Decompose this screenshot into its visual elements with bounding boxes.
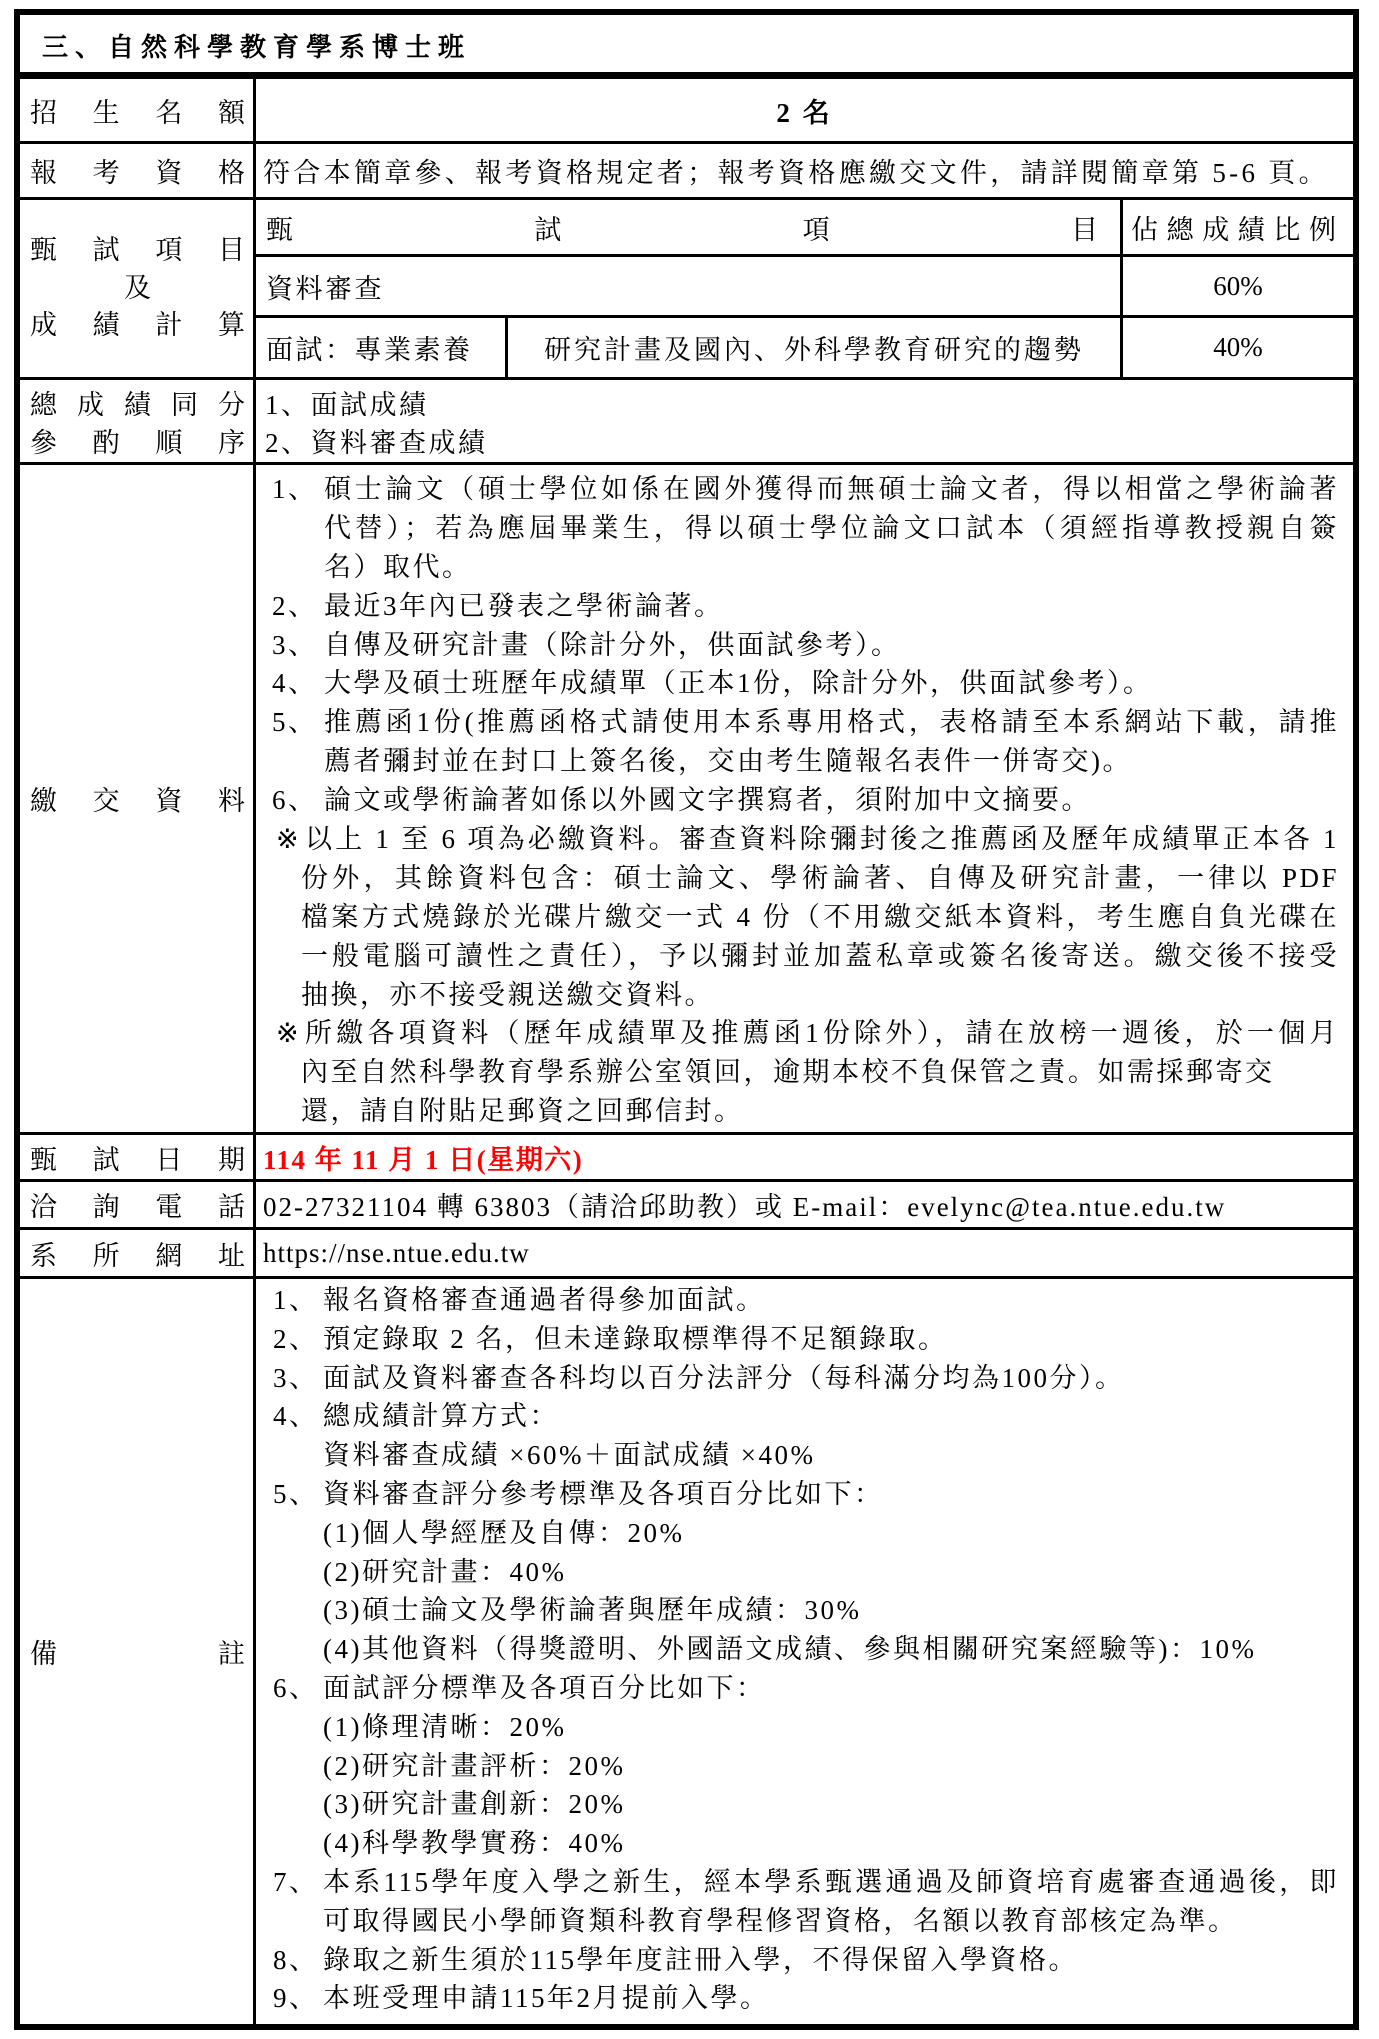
remark-text: 以上 1 至 6 項為必繳資料。審查資料除彌封後之推薦函及歷年成績單正本各 1: [305, 824, 1339, 855]
note-subitem: (4)科學教學實務：40%: [323, 1828, 626, 1859]
item-number: 5、: [272, 707, 318, 738]
item-text: 總成績計算方式：: [323, 1401, 559, 1432]
note-item: [273, 1669, 1339, 1708]
note-formula: 資料審查成績 ×60%＋面試成績 ×40%: [323, 1440, 816, 1471]
tiebreak-label-line: 總成績同分: [30, 390, 245, 420]
note-item: [273, 1359, 1339, 1398]
exam-item-name: 面試：專業素養: [266, 335, 473, 365]
item-number: 3、: [273, 1362, 319, 1393]
exam-date-label: 甄試日期: [30, 1144, 245, 1175]
note-subitem: (4)其他資料（得獎證明、外國語文成績、參與相關研究案經驗等)：10%: [323, 1634, 1257, 1665]
exam-item-detail: 研究計畫及國內、外科學教育研究的趨勢: [544, 335, 1084, 365]
exam-date-label-cell: [20, 1135, 253, 1179]
document-item: [272, 470, 1339, 509]
reference-mark-icon: ※: [276, 824, 302, 855]
contact-value: 02-27321104 轉 63803（請洽邱助教）或 E-mail：evelync@tea.ntue.edu.tw: [263, 1192, 1227, 1222]
note-subitem: (2)研究計畫：40%: [323, 1556, 567, 1587]
item-text: 本班受理申請115年2月提前入學。: [323, 1983, 770, 2014]
item-text: 錄取之新生須於115學年度註冊入學，不得保留入學資格。: [323, 1944, 1078, 1975]
document-item: [272, 587, 1339, 626]
exam-label-line: 甄試項目: [30, 235, 245, 266]
tiebreak-order-item: 1、面試成績: [265, 390, 429, 420]
note-item: [273, 1979, 1339, 2018]
note-item: [273, 1320, 1339, 1359]
document-item: [272, 781, 1339, 820]
exam-label-cell: [20, 200, 253, 377]
item-text: 論文或學術論著如係以外國文字撰寫者，須附加中文摘要。: [324, 785, 1091, 816]
note-item: [273, 1941, 1339, 1980]
eligibility-value: 符合本簡章參、報考資格規定者；報考資格應繳交文件，請詳閱簡章第 5-6 頁。: [263, 158, 1329, 188]
item-number: 5、: [273, 1478, 319, 1509]
title-divider: [20, 72, 1353, 79]
item-number: 6、: [273, 1672, 319, 1703]
item-text-continued: 薦者彌封並在封口上簽名後，交由考生隨報名表件一併寄交)。: [324, 746, 1132, 777]
note-subitem: (3)研究計畫創新：20%: [323, 1789, 626, 1820]
notes-content: [256, 1279, 1353, 2024]
eligibility-label: 報考資格: [30, 158, 245, 188]
quota-value: 2 名: [776, 97, 833, 128]
item-number: 2、: [273, 1323, 319, 1354]
item-number: 6、: [272, 785, 318, 816]
item-number: 4、: [272, 668, 318, 699]
item-text: 本系115學年度入學之新生，經本學系甄選通過及師資培育處審查通過後，即: [323, 1866, 1339, 1897]
tiebreak-order-item: 2、資料審查成績: [265, 428, 488, 458]
tiebreak-label-cell: [20, 380, 253, 462]
item-text: 預定錄取 2 名，但未達錄取標準得不足額錄取。: [323, 1323, 948, 1354]
exam-date-value: 114 年 11 月 1 日(星期六): [263, 1144, 584, 1175]
item-number: 1、: [272, 474, 318, 504]
note-subitem: (2)研究計畫評析：20%: [323, 1750, 626, 1781]
remark-text-continued: 抽換，亦不接受親送繳交資料。: [301, 979, 714, 1010]
eligibility-label-cell: [20, 144, 253, 197]
note-item: [273, 1475, 1339, 1514]
reference-mark-icon: ※: [276, 1018, 302, 1049]
note-item: [273, 1863, 1339, 1902]
quota-label: 招生名額: [30, 97, 245, 128]
website-value: https://nse.ntue.edu.tw: [263, 1237, 530, 1268]
document-remark: [272, 820, 1339, 859]
tiebreak-label-line: 參酌順序: [30, 428, 245, 458]
document-remark: [272, 1014, 1339, 1053]
contact-label-cell: [20, 1182, 253, 1227]
documents-label: 繳交資料: [30, 786, 245, 816]
remark-text-continued: 內至自然科學教育學系辦公室領回，逾期本校不負保管之責。如需採郵寄交: [301, 1057, 1275, 1088]
item-text-continued: 可取得國民小學師資類科教育學程修習資格，名額以教育部核定為準。: [323, 1905, 1238, 1936]
note-subitem: (1)條理清晰：20%: [323, 1711, 567, 1742]
item-text-continued: 代替）；若為應屆畢業生，得以碩士學位論文口試本（須經指導教授親自簽: [324, 512, 1339, 543]
exam-label-line: 成績計算: [30, 310, 245, 341]
item-number: 4、: [273, 1401, 319, 1432]
exam-header-item: 甄試項目: [266, 214, 1098, 245]
item-number: 2、: [272, 590, 318, 621]
item-number: 8、: [273, 1944, 319, 1975]
notes-label-cell: [20, 1279, 253, 2024]
document-item: [272, 703, 1339, 742]
item-text: 最近3年內已發表之學術論著。: [324, 590, 724, 621]
note-item: [273, 1397, 1339, 1436]
item-text: 報名資格審查通過者得參加面試。: [323, 1285, 766, 1315]
remark-text-continued: 一般電腦可讀性之責任），予以彌封並加蓋私章或簽名後寄送。繳交後不接受: [301, 940, 1339, 971]
remark-text-continued: 份外，其餘資料包含：碩士論文、學術論著、自傳及研究計畫，一律以 PDF: [301, 862, 1339, 893]
note-subitem: (1)個人學經歷及自傳：20%: [323, 1517, 685, 1548]
item-text: 推薦函1份(推薦函格式請使用本系專用格式，表格請至本系網站下載，請推: [324, 707, 1339, 738]
document-item: [272, 664, 1339, 703]
quota-label-cell: [20, 79, 253, 141]
contact-label: 洽詢電話: [30, 1192, 245, 1222]
exam-header-weight: 佔總成績比例: [1131, 214, 1336, 245]
item-text: 面試及資料審查各科均以百分法評分（每科滿分均為100分）。: [323, 1362, 1125, 1393]
document-item: [272, 626, 1339, 665]
item-number: 7、: [273, 1866, 319, 1897]
item-text-continued: 名）取代。: [324, 551, 472, 582]
item-text: 自傳及研究計畫（除計分外，供面試參考）。: [324, 629, 901, 660]
item-number: 9、: [273, 1983, 319, 2014]
note-subitem: (3)碩士論文及學術論著與歷年成績：30%: [323, 1595, 862, 1626]
exam-item-weight: 40%: [1213, 332, 1263, 362]
item-text: 資料審查評分參考標準及各項百分比如下：: [323, 1478, 884, 1509]
remark-text-continued: 檔案方式燒錄於光碟片繳交一式 4 份（不用繳交紙本資料，考生應自負光碟在: [301, 901, 1339, 932]
documents-label-cell: [20, 465, 253, 1132]
remark-text: 所繳各項資料（歷年成績單及推薦函1份除外），請在放榜一週後，於一個月: [305, 1018, 1339, 1049]
item-number: 1、: [273, 1285, 319, 1315]
exam-item-name: 資料審查: [266, 273, 384, 304]
exam-item-weight: 60%: [1213, 270, 1263, 301]
exam-label-line: 及: [124, 272, 151, 303]
exam-header-weight-cell: [1123, 200, 1353, 254]
item-number: 3、: [272, 629, 318, 660]
tiebreak-order: [256, 380, 1353, 462]
notes-label: 備註: [30, 1639, 245, 1669]
remark-text-continued: 還，請自附貼足郵資之回郵信封。: [301, 1096, 744, 1127]
website-label-cell: [20, 1230, 253, 1276]
website-label: 系所網址: [30, 1240, 245, 1271]
item-text: 大學及碩士班歷年成績單（正本1份，除計分外，供面試參考）。: [324, 668, 1153, 699]
item-text: 碩士論文（碩士學位如係在國外獲得而無碩士論文者，得以相當之學術論著: [324, 474, 1339, 504]
documents-content: [256, 465, 1353, 1132]
note-item: [273, 1281, 1339, 1320]
section-title: 三、自然科學教育學系博士班: [42, 33, 472, 62]
item-text: 面試評分標準及各項百分比如下：: [323, 1672, 766, 1703]
exam-header-item-cell: [256, 200, 1120, 254]
